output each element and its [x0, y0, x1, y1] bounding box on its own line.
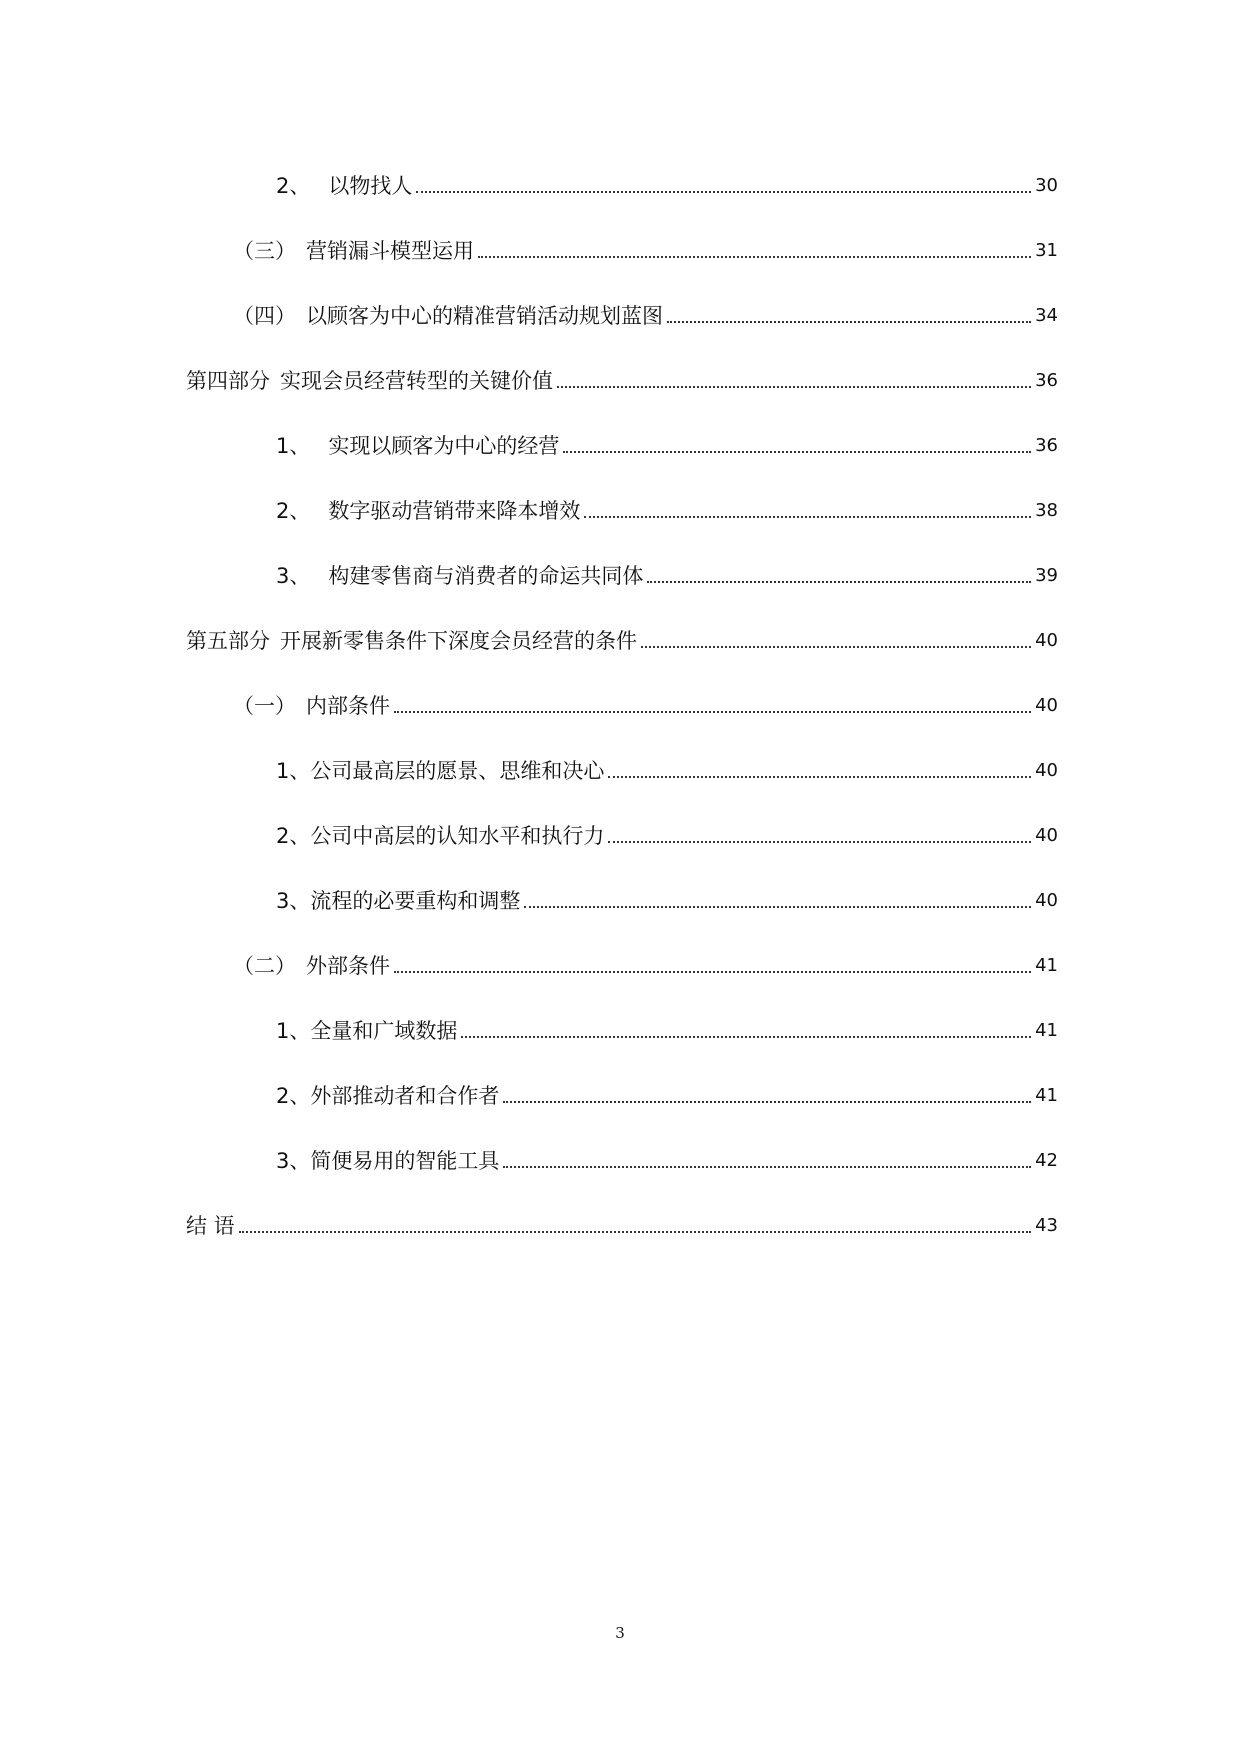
- dot-leader: [563, 451, 1031, 453]
- toc-entry-title: 简便易用的智能工具: [310, 1149, 500, 1173]
- toc-entry[interactable]: [276, 1005, 1058, 1045]
- toc-entry-title: 公司中高层的认知水平和执行力: [310, 824, 605, 848]
- dot-leader: [608, 776, 1031, 778]
- toc-entry-page: 36: [1035, 435, 1058, 456]
- toc-entry[interactable]: [276, 420, 1058, 460]
- toc-entry-title: 以物找人: [328, 174, 413, 198]
- dot-leader: [524, 906, 1031, 908]
- toc-entry-page: 42: [1035, 1150, 1058, 1171]
- page-number: 3: [615, 1624, 625, 1642]
- toc-entry-number: （三）: [233, 239, 296, 263]
- toc-entry-page: 41: [1035, 1020, 1058, 1041]
- toc-entry-page: 39: [1035, 565, 1058, 586]
- toc-entry-title: 内部条件: [306, 694, 390, 718]
- toc-entry-page: 41: [1035, 955, 1058, 976]
- toc-entry-number: （一）: [233, 694, 296, 718]
- toc-entry-number: 1、: [276, 434, 311, 458]
- dot-leader: [557, 386, 1031, 388]
- dot-leader: [667, 321, 1031, 323]
- toc-entry-number: （四）: [233, 304, 296, 328]
- toc-entry-number: 3、: [276, 564, 311, 588]
- toc-entry[interactable]: [276, 160, 1058, 200]
- toc-entry-page: 40: [1035, 890, 1058, 911]
- toc-entry-page: 36: [1035, 370, 1058, 391]
- toc-entry-page: 40: [1035, 825, 1058, 846]
- toc-entry-title: 公司最高层的愿景、思维和决心: [310, 759, 605, 783]
- toc-entry[interactable]: [186, 1200, 1058, 1240]
- dot-leader: [416, 191, 1031, 193]
- toc-entry[interactable]: [276, 1135, 1058, 1175]
- toc-entry-number: 第五部分: [186, 629, 270, 653]
- toc-entry-title: 外部条件: [306, 954, 390, 978]
- toc-entry-title: 数字驱动营销带来降本增效: [328, 499, 581, 523]
- dot-leader: [461, 1036, 1031, 1038]
- toc-entry-page: 38: [1035, 500, 1058, 521]
- toc-entry-number: 2、: [276, 174, 311, 198]
- dot-leader: [239, 1231, 1031, 1233]
- toc-entry-page: 40: [1035, 695, 1058, 716]
- toc-entry[interactable]: [276, 485, 1058, 525]
- toc-entry-page: 40: [1035, 630, 1058, 651]
- toc-entry-number: （二）: [233, 954, 296, 978]
- dot-leader: [478, 256, 1031, 258]
- dot-leader: [647, 581, 1031, 583]
- toc-entry[interactable]: [233, 680, 1058, 720]
- toc-entry[interactable]: [233, 940, 1058, 980]
- toc-entry-title: 结 语: [186, 1214, 235, 1238]
- toc-entry-title: 实现以顾客为中心的经营: [328, 434, 560, 458]
- toc-entry-number: 2、: [276, 824, 311, 848]
- toc-entry-title: 流程的必要重构和调整: [310, 889, 521, 913]
- dot-leader: [608, 841, 1031, 843]
- toc-entry-page: 40: [1035, 760, 1058, 781]
- toc-entry-title: 以顾客为中心的精准营销活动规划蓝图: [306, 304, 663, 328]
- toc-entry-title: 全量和广域数据: [310, 1019, 458, 1043]
- toc-entry-title: 构建零售商与消费者的命运共同体: [328, 564, 644, 588]
- toc-entry-page: 31: [1035, 240, 1058, 261]
- dot-leader: [394, 711, 1031, 713]
- toc-entry[interactable]: [276, 550, 1058, 590]
- toc-entry-number: 1、: [276, 759, 311, 783]
- toc-entry[interactable]: [233, 225, 1058, 265]
- toc-entry-title: 开展新零售条件下深度会员经营的条件: [280, 629, 637, 653]
- toc-entry[interactable]: [276, 745, 1058, 785]
- toc-entry-title: 营销漏斗模型运用: [306, 239, 474, 263]
- toc-entry-number: 3、: [276, 1149, 311, 1173]
- toc-entry-title: 实现会员经营转型的关键价值: [280, 369, 553, 393]
- toc-entry-number: 1、: [276, 1019, 311, 1043]
- dot-leader: [584, 516, 1031, 518]
- toc-entry[interactable]: [276, 1070, 1058, 1110]
- toc-entry[interactable]: [233, 290, 1058, 330]
- dot-leader: [641, 646, 1031, 648]
- dot-leader: [503, 1101, 1031, 1103]
- toc-entry-number: 3、: [276, 889, 311, 913]
- toc-entry-title: 外部推动者和合作者: [310, 1084, 500, 1108]
- toc-entry-number: 2、: [276, 1084, 311, 1108]
- toc-entry[interactable]: [276, 810, 1058, 850]
- toc-entry-number: 第四部分: [186, 369, 270, 393]
- dot-leader: [394, 971, 1031, 973]
- toc-entry[interactable]: [186, 355, 1058, 395]
- toc-entry-page: 30: [1035, 175, 1058, 196]
- toc-entry-page: 43: [1035, 1215, 1058, 1236]
- toc-entry-page: 34: [1035, 305, 1058, 326]
- toc-entry-number: 2、: [276, 499, 311, 523]
- toc-entry[interactable]: [186, 615, 1058, 655]
- toc-entry-page: 41: [1035, 1085, 1058, 1106]
- toc-entry[interactable]: [276, 875, 1058, 915]
- dot-leader: [503, 1166, 1031, 1168]
